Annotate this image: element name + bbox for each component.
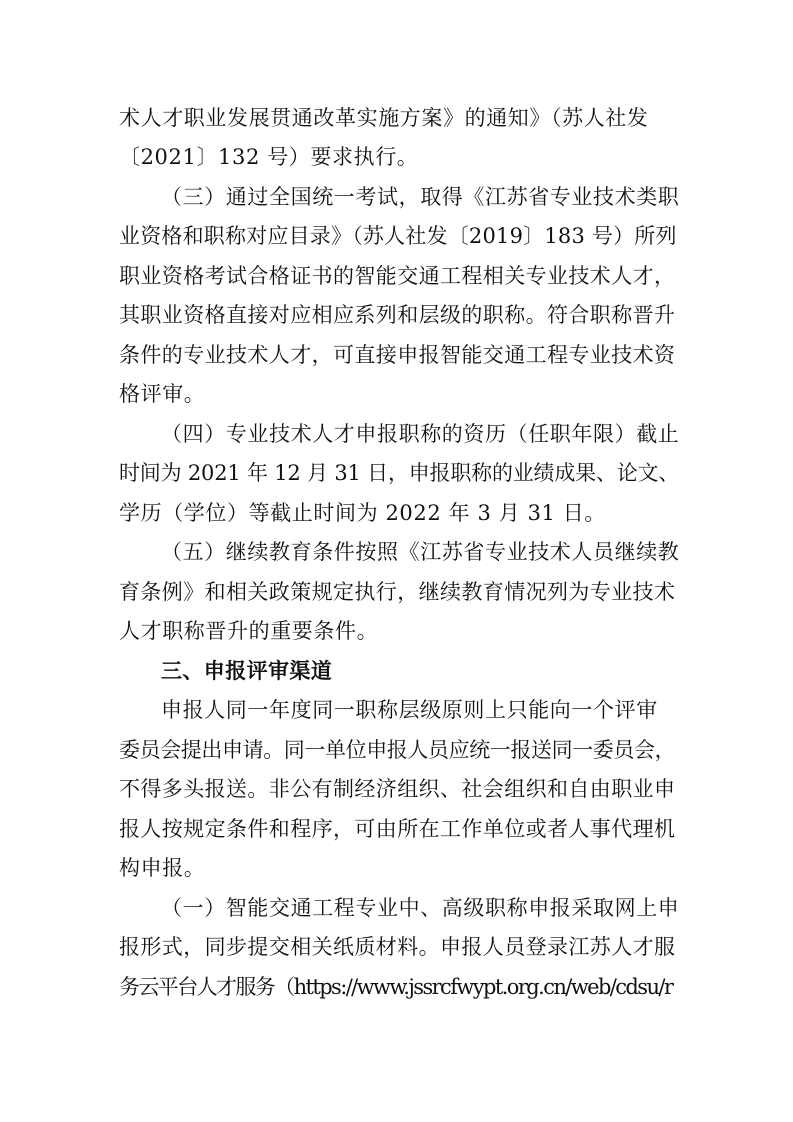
text-line: 报人按规定条件和程序，可由所在工作单位或者人事代理机 [119,817,676,841]
text-line: 时间为 2021 年 12 月 31 日，申报职称的业绩成果、论文、 [119,461,680,485]
text-line: 务云平台人才服务（https://www.jssrcfwypt.org.cn/web/cdsu/r [119,975,673,999]
text-line: 职业资格考试合格证书的智能交通工程相关专业技术人才， [119,264,676,288]
text-line: 〔2021〕132 号）要求执行。 [119,145,419,169]
paragraph-start: （五）继续教育条件按照《江苏省专业技术人员继续教 [161,540,680,564]
text-line: 人才职称晋升的重要条件。 [119,619,379,643]
text-line: 报形式，同步提交相关纸质材料。申报人员登录江苏人才服 [119,935,676,959]
paragraph-start: 申报人同一年度同一职称层级原则上只能向一个评审 [161,698,658,722]
text-line: 构申报。 [119,856,206,880]
text-line: 其职业资格直接对应相应系列和层级的职称。符合职称晋升 [119,303,676,327]
paragraph-start: （三）通过全国统一考试，取得《江苏省专业技术类职 [161,185,680,209]
text-line: 术人才职业发展贯通改革实施方案》的通知》（苏人社发 [119,106,649,130]
text-line: 学历（学位）等截止时间为 2022 年 3 月 31 日。 [119,501,606,525]
paragraph-start: （一）智能交通工程专业中、高级职称申报采取网上申 [161,896,680,920]
text-line: 条件的专业技术人才，可直接申报智能交通工程专业技术资 [119,343,676,367]
text-line: 格评审。 [119,382,206,406]
text-line: 业资格和职称对应目录》（苏人社发〔2019〕183 号）所列 [119,224,677,248]
section-heading: 三、申报评审渠道 [161,659,333,683]
text-line: 委员会提出申请。同一单位申报人员应统一报送同一委员会， [119,738,676,762]
text-line: 不得多头报送。非公有制经济组织、社会组织和自由职业申 [119,777,676,801]
text-line: 育条例》和相关政策规定执行，继续教育情况列为专业技术 [119,580,676,604]
paragraph-start: （四）专业技术人才申报职称的资历（任职年限）截止 [161,422,680,446]
